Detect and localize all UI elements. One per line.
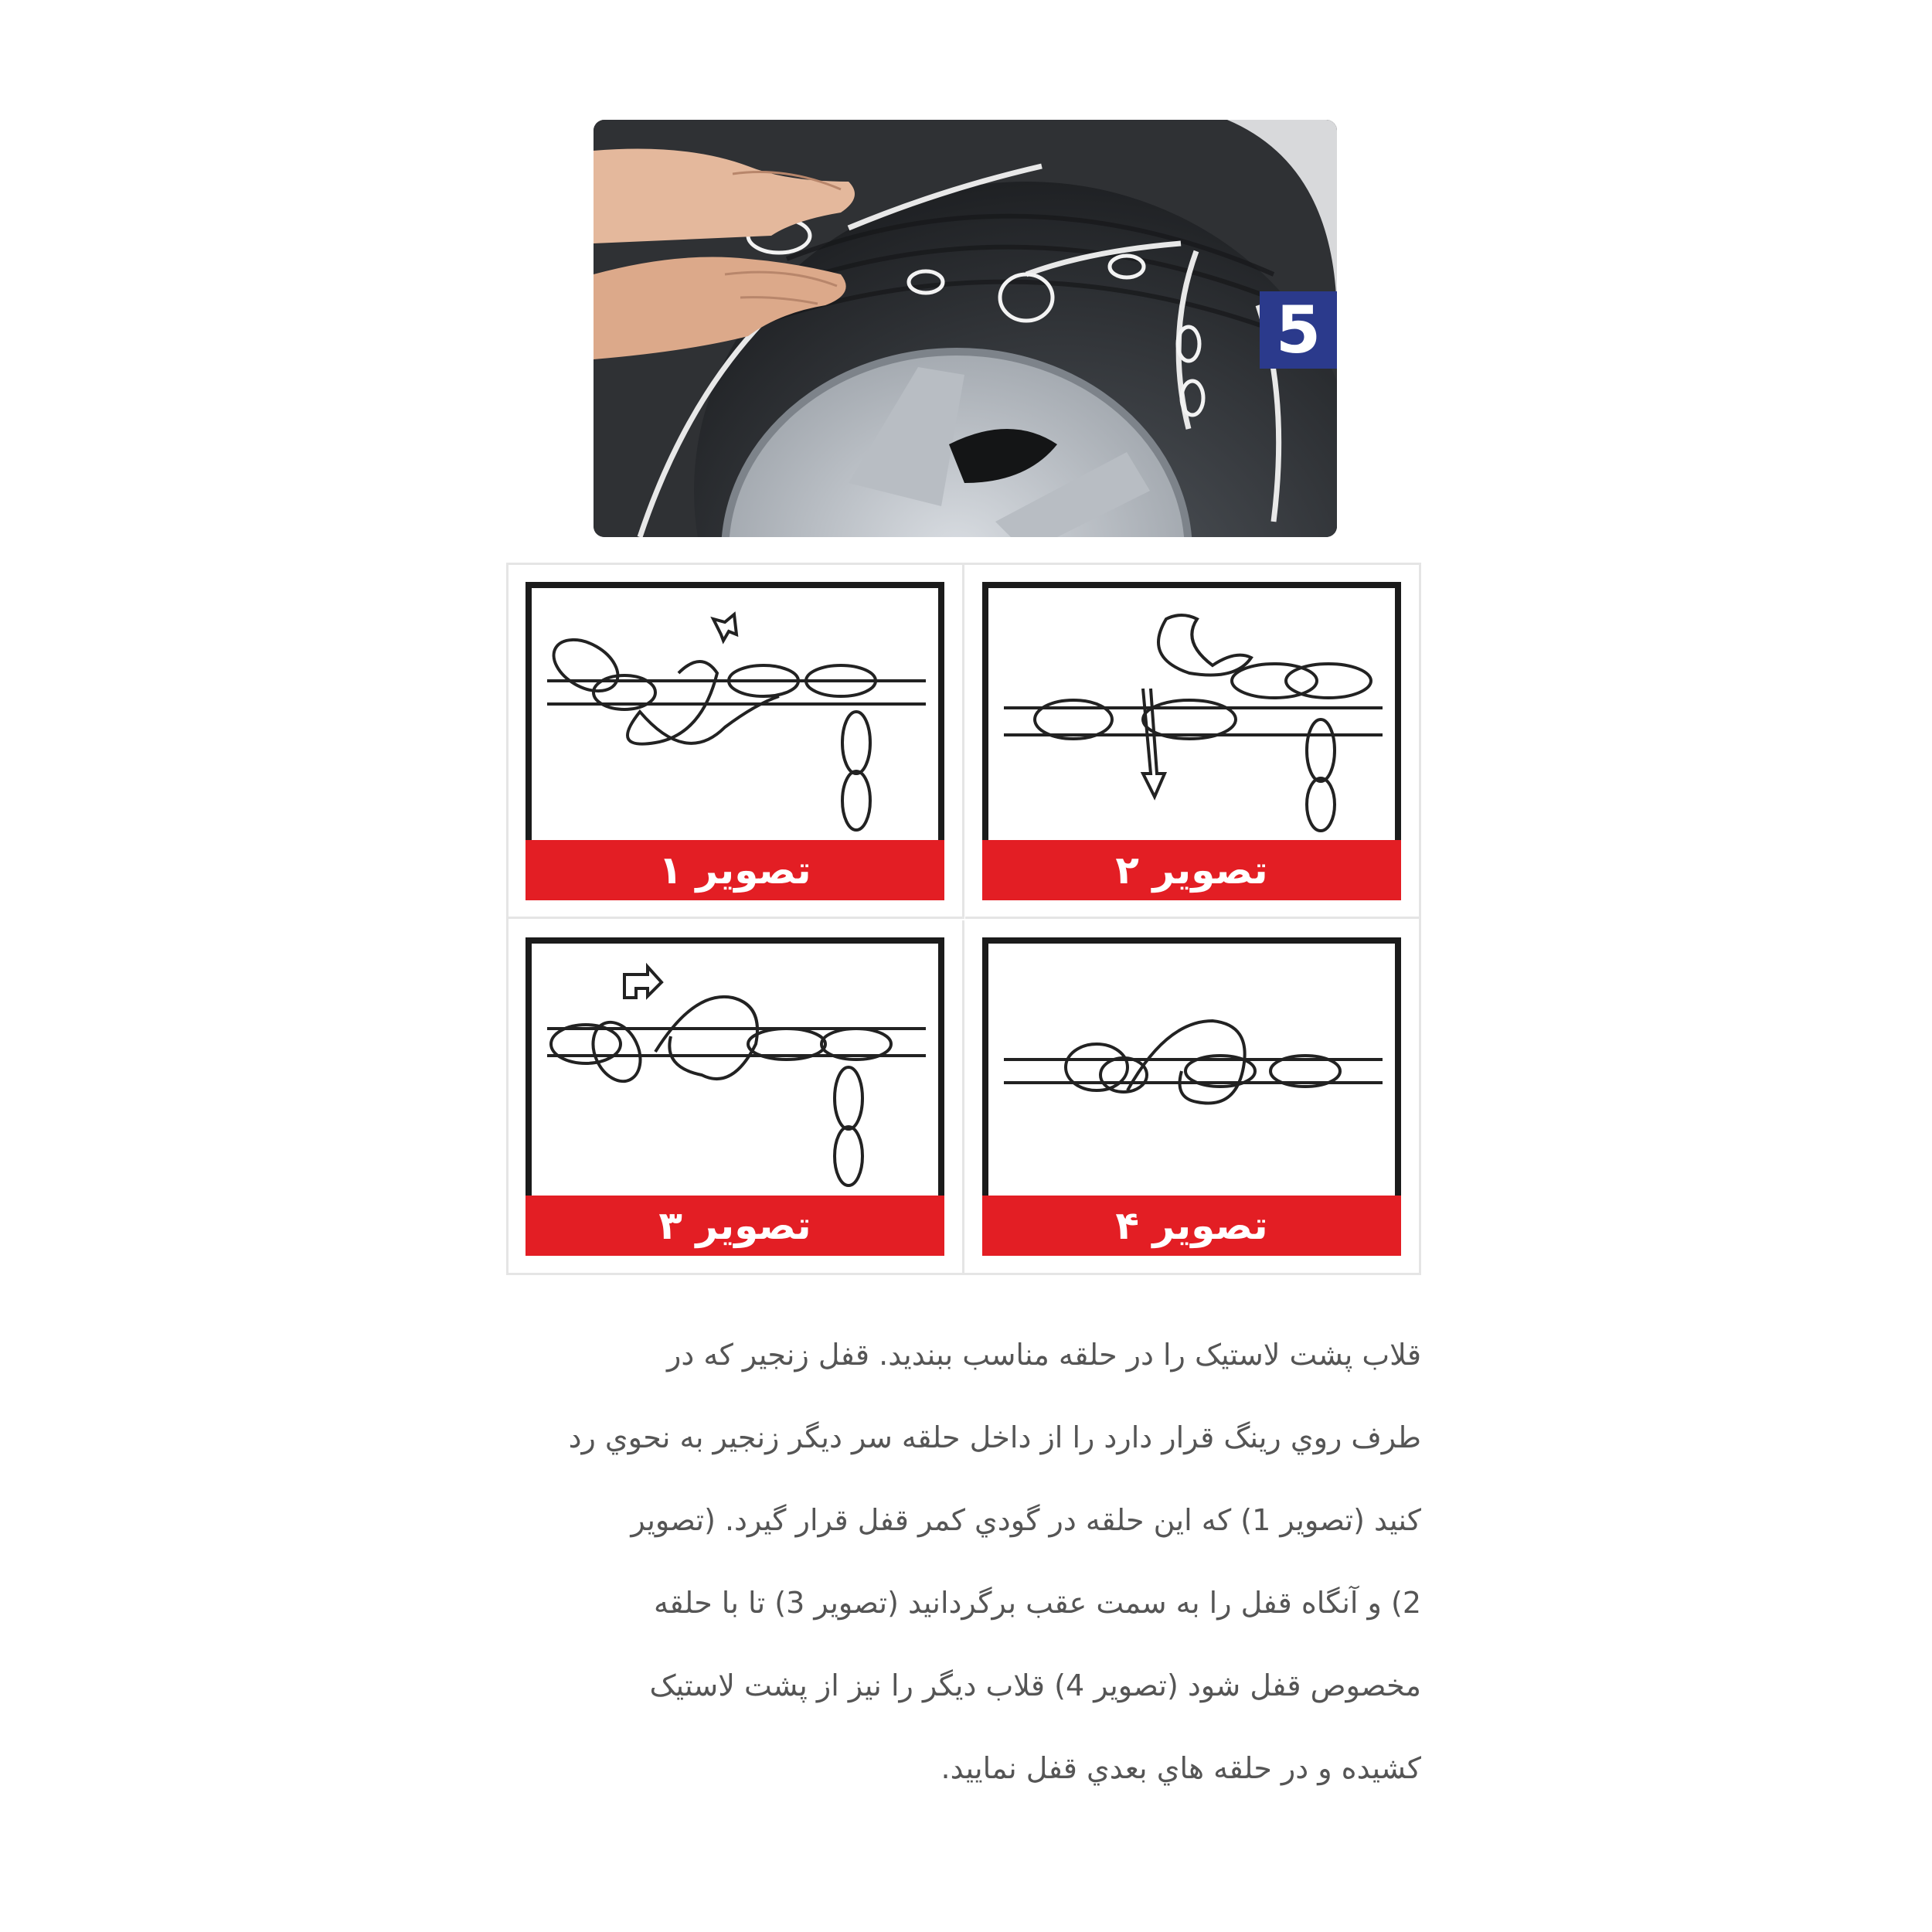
diagram-panel-3 [526, 937, 944, 1256]
instruction-paragraph [506, 1314, 1421, 1810]
instruction-line: قلاب پشت لاستيک را در حلقه مناسب ببنديد. قفل زنجير که در [667, 1338, 1421, 1372]
chain-hook-diagram-2 [988, 588, 1395, 834]
diagram-caption-4: تصویر ۴ [982, 1196, 1401, 1256]
instruction-line: کشيده و در حلقه هاي بعدي قفل نماييد. [940, 1751, 1421, 1785]
instruction-line: 2) و آنگاه قفل را به سمت عقب برگردانيد (تصوير 3) تا با حلقه [654, 1586, 1421, 1620]
diagram-caption-2: تصویر ۲ [982, 840, 1401, 900]
chain-hook-diagram-1 [532, 588, 938, 834]
tire-chain-photo [594, 120, 1337, 537]
diagram-cell-1 [509, 565, 964, 919]
diagram-caption-3: تصویر ۳ [526, 1196, 944, 1256]
step-number-badge: 5 [1260, 291, 1337, 369]
diagram-caption-1: تصویر ۱ [526, 840, 944, 900]
diagram-cell-4 [965, 920, 1421, 1274]
diagram-panel-2 [982, 582, 1401, 900]
chain-hook-diagram-4 [988, 944, 1395, 1189]
diagram-panel-4 [982, 937, 1401, 1256]
diagram-cell-2 [965, 565, 1421, 919]
instruction-line: کنيد (تصوير 1) که اين حلقه در گودي کمر قفل قرار گيرد. (تصوير [631, 1503, 1421, 1537]
chain-hook-diagram-3 [532, 944, 938, 1189]
instruction-line: مخصوص قفل شود (تصوير 4) قلاب ديگر را نيز از پشت لاستيک [649, 1668, 1421, 1702]
diagram-panel-1 [526, 582, 944, 900]
diagram-cell-3 [509, 920, 964, 1274]
instruction-line: طرف روي رينگ قرار دارد را از داخل حلقه سر ديگر زنجير به نحوي رد [568, 1420, 1421, 1454]
instruction-diagram-grid [506, 563, 1421, 1275]
